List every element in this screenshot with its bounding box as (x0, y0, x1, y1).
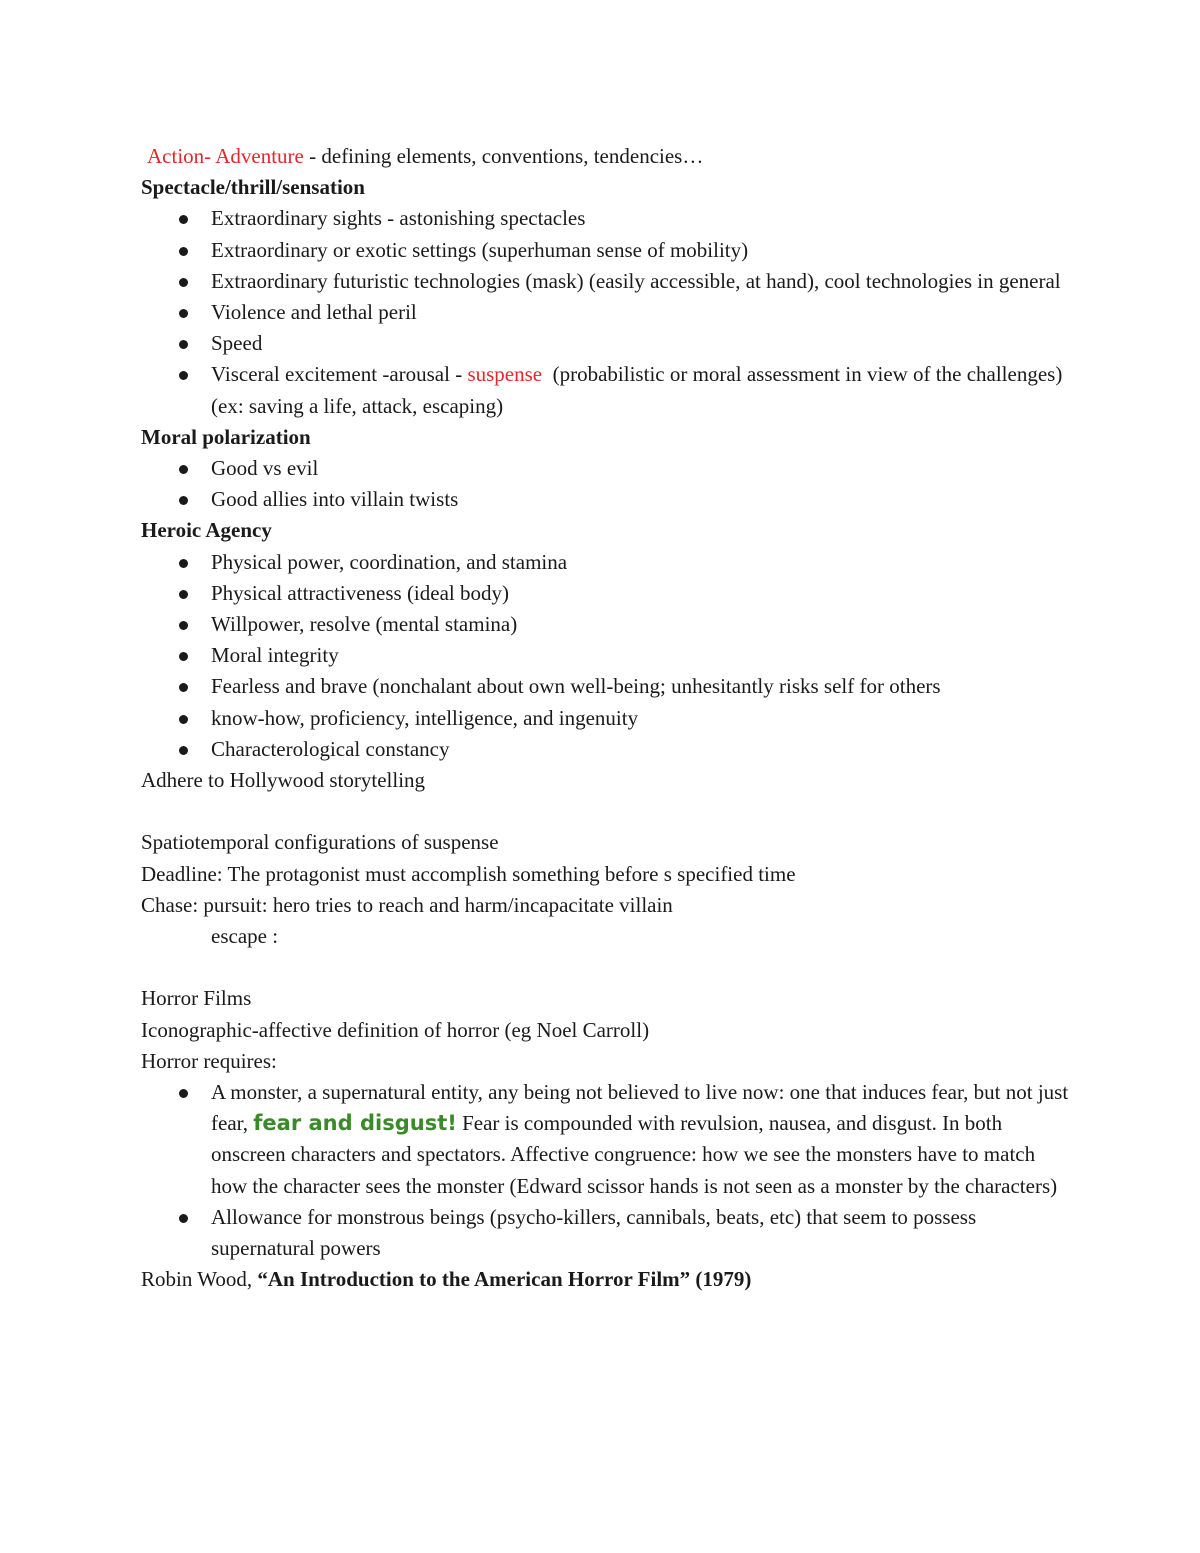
list-item: Speed (141, 328, 1071, 359)
adhere-line: Adhere to Hollywood storytelling (141, 768, 426, 793)
list-item: Allowance for monstrous beings (psycho-killers, cannibals, beats, etc) that seem to possess supernatural powers (141, 1202, 1071, 1264)
bullet-icon (179, 621, 188, 630)
action-title-line (141, 141, 1070, 172)
wood-essay-title: “An Introduction to the American Horror Film” (1979) (257, 1267, 752, 1292)
list-item: Extraordinary futuristic technologies (mask) (easily accessible, at hand), cool technologies in general (141, 266, 1071, 297)
chase-line: Chase: pursuit: hero tries to reach and harm/incapacitate villain (141, 892, 673, 917)
bullet-icon (179, 215, 188, 224)
section-heading-heroic: Heroic Agency (141, 518, 272, 543)
escape-line: escape : (211, 924, 279, 949)
list-item: Good allies into villain twists (141, 484, 1071, 515)
list-item-suspense: Visceral excitement -arousal - suspense (probabilistic or moral assessment in view of the challenges) (ex: saving a life, attack, escaping) (141, 359, 1071, 421)
list-item: Physical power, coordination, and stamina (141, 547, 1071, 578)
deadline-line: Deadline: The protagonist must accomplish something before s specified time (141, 861, 796, 886)
bullet-icon (179, 746, 188, 755)
bullet-icon (179, 371, 188, 380)
bullet-icon (179, 559, 188, 568)
bullet-icon (179, 590, 188, 599)
bullet-icon (179, 683, 188, 692)
horror-definition: Iconographic-affective definition of horror (eg Noel Carroll) (141, 1017, 650, 1042)
suspense-term: suspense (467, 362, 543, 387)
list-item: Extraordinary or exotic settings (superhuman sense of mobility) (141, 235, 1071, 266)
bullet-icon (179, 465, 188, 474)
bullet-icon (179, 496, 188, 505)
action-title-rest: - defining elements, conventions, tendencies… (303, 144, 704, 168)
horror-list (141, 1077, 1070, 1264)
fear-disgust-highlight: fear and disgust! (253, 1111, 457, 1136)
bullet-icon (179, 247, 188, 256)
section-heading-moral: Moral polarization (141, 424, 311, 449)
bullet-icon (179, 309, 188, 318)
list-item: know-how, proficiency, intelligence, and ingenuity (141, 703, 1071, 734)
action-title-red: Action- Adventure (147, 144, 304, 168)
heroic-list (141, 547, 1070, 765)
list-item: Fearless and brave (nonchalant about own well-being; unhesitantly risks self for others (141, 671, 1071, 702)
suspense-title: Spatiotemporal configurations of suspense (141, 830, 499, 855)
bullet-icon (179, 278, 188, 287)
bullet-icon (179, 1089, 188, 1098)
list-item: Willpower, resolve (mental stamina) (141, 609, 1071, 640)
list-item: Physical attractiveness (ideal body) (141, 578, 1071, 609)
list-item: Moral integrity (141, 640, 1071, 671)
spectacle-list (141, 203, 1070, 421)
list-item: Extraordinary sights - astonishing spectacles (141, 203, 1071, 234)
bullet-icon (179, 1214, 188, 1223)
robin-wood-line: Robin Wood, “An Introduction to the American Horror Film” (1979) (141, 1267, 752, 1292)
bullet-icon (179, 652, 188, 661)
bullet-icon (179, 340, 188, 349)
list-item: Characterological constancy (141, 734, 1071, 765)
list-item: Violence and lethal peril (141, 297, 1071, 328)
horror-requires: Horror requires: (141, 1048, 277, 1073)
section-heading-spectacle: Spectacle/thrill/sensation (141, 175, 365, 200)
blank-line (141, 952, 1070, 983)
list-item: A monster, a supernatural entity, any being not believed to live now: one that induces fear, but not just fear, fear and disgust! Fear is compounded with revulsion, nausea, and disgust. In both onscreen characters and spectators. Affective congruence: how we see the monsters have to match how the character sees the monster (Edward scissor hands is not seen as a monster by the characters) (141, 1077, 1071, 1202)
blank-line (141, 796, 1070, 827)
moral-list (141, 453, 1070, 515)
horror-title: Horror Films (141, 986, 252, 1011)
list-item: Good vs evil (141, 453, 1071, 484)
bullet-icon (179, 715, 188, 724)
